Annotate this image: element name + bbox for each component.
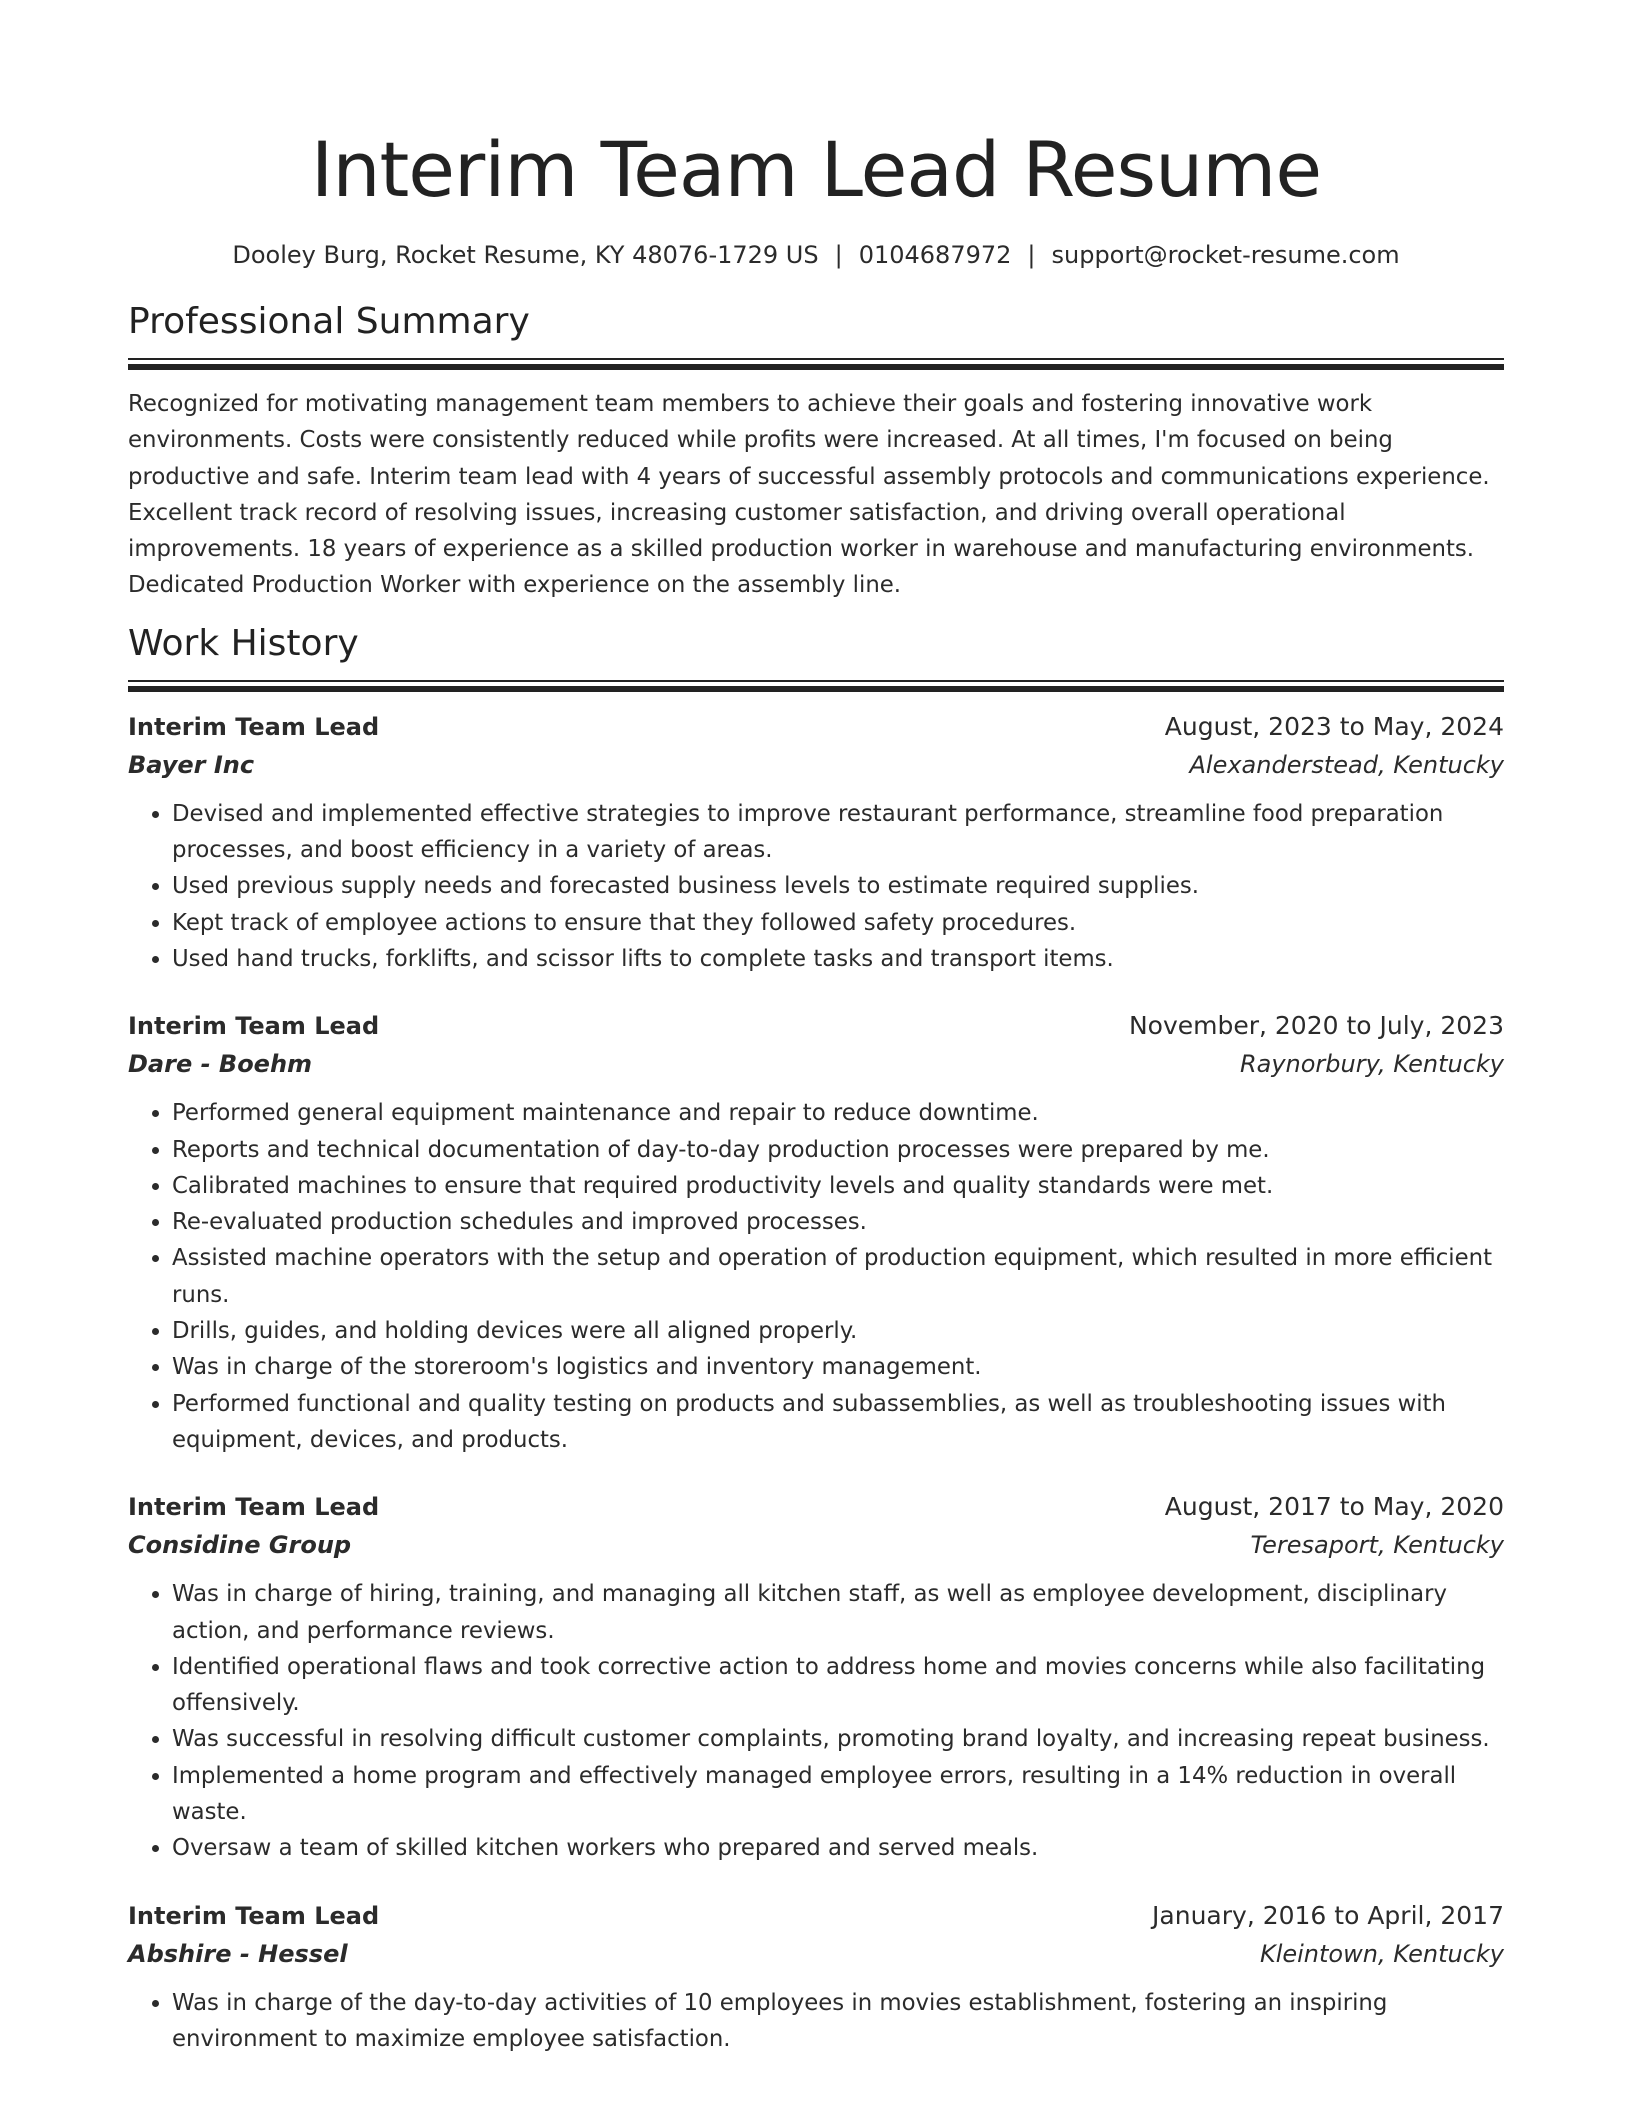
job-company: Abshire - Hessel xyxy=(128,1939,348,1968)
job-bullet: • Implemented a home program and effectively managed employee errors, resulting in a 14% reduction in overall waste. xyxy=(172,1758,1504,1831)
section-heading-work-history: Work History xyxy=(128,622,359,664)
job-bullet: • Used previous supply needs and forecasted business levels to estimate required supplies. xyxy=(172,868,1504,904)
job-subheader-row xyxy=(128,746,1504,784)
contact-line xyxy=(128,238,1504,272)
job-location: Raynorbury, Kentucky xyxy=(1239,1050,1504,1079)
job-title: Interim Team Lead xyxy=(128,712,380,741)
summary-text: Recognized for motivating management team members to achieve their goals and fostering innovative work environments. Costs were consistently reduced while profits were increased. At all times, I'm focused on being productive and safe. Interim team lead with 4 years of successful assembly protocols and communications experience. Excellent track record of resolving issues, increasing customer satisfaction, and driving overall operational improvements. 18 years of experience as a skilled production worker in warehouse and manufacturing environments. Dedicated Production Worker with experience on the assembly line. xyxy=(128,391,1490,599)
job-title: Interim Team Lead xyxy=(128,1901,380,1930)
job-header-row xyxy=(128,708,1504,746)
work-history-section xyxy=(128,620,1504,2057)
resume-page xyxy=(128,0,1504,2057)
job-entry xyxy=(128,1897,1504,2058)
contact-separator: | xyxy=(1027,241,1036,269)
job-subheader-row xyxy=(128,1045,1504,1083)
job-bullets xyxy=(128,796,1504,977)
contact-separator: | xyxy=(834,241,843,269)
job-subheader-row xyxy=(128,1526,1504,1564)
job-bullet: • Calibrated machines to ensure that required productivity levels and quality standards were met. xyxy=(172,1168,1504,1204)
job-bullet: • Was in charge of hiring, training, and managing all kitchen staff, as well as employee development, disciplinary action, and performance reviews. xyxy=(172,1576,1504,1649)
job-bullets xyxy=(128,1985,1504,2058)
job-entry xyxy=(128,708,1504,977)
section-heading-summary: Professional Summary xyxy=(128,301,530,342)
job-bullet: • Performed general equipment maintenance and repair to reduce downtime. xyxy=(172,1095,1504,1131)
job-header-row xyxy=(128,1007,1504,1045)
contact-address: Dooley Burg, Rocket Resume, KY 48076-1729 US xyxy=(232,241,819,269)
job-entry xyxy=(128,1007,1504,1458)
job-bullets xyxy=(128,1095,1504,1458)
section-divider xyxy=(128,680,1504,692)
job-title: Interim Team Lead xyxy=(128,1012,380,1041)
section-divider xyxy=(128,358,1504,370)
job-dates: November, 2020 to July, 2023 xyxy=(1128,1011,1504,1041)
job-bullet: • Re-evaluated production schedules and improved processes. xyxy=(172,1204,1504,1240)
job-entry xyxy=(128,1488,1504,1866)
job-bullet: • Was successful in resolving difficult customer complaints, promoting brand loyalty, and increasing repeat business. xyxy=(172,1721,1504,1757)
summary-section xyxy=(128,298,1504,604)
job-bullet: • Devised and implemented effective strategies to improve restaurant performance, streamline food preparation processes, and boost efficiency in a variety of areas. xyxy=(172,796,1504,869)
job-location: Teresaport, Kentucky xyxy=(1250,1531,1504,1560)
document-title: Interim Team Lead Resume xyxy=(310,125,1322,214)
job-bullet: • Was in charge of the storeroom's logistics and inventory management. xyxy=(172,1349,1504,1385)
job-bullet: • Identified operational flaws and took corrective action to address home and movies concerns while also facilitating offensively. xyxy=(172,1649,1504,1722)
job-bullet: • Kept track of employee actions to ensure that they followed safety procedures. xyxy=(172,905,1504,941)
job-bullets xyxy=(128,1576,1504,1866)
job-dates: January, 2016 to April, 2017 xyxy=(1152,1900,1504,1930)
job-bullet: • Performed functional and quality testing on products and subassemblies, as well as troubleshooting issues with equipment, devices, and products. xyxy=(172,1386,1504,1459)
job-dates: August, 2023 to May, 2024 xyxy=(1164,711,1504,741)
job-bullet: • Was in charge of the day-to-day activities of 10 employees in movies establishment, fostering an inspiring environment to maximize employee satisfaction. xyxy=(172,1985,1504,2058)
job-bullet: • Used hand trucks, forklifts, and scissor lifts to complete tasks and transport items. xyxy=(172,941,1504,977)
job-title: Interim Team Lead xyxy=(128,1493,380,1522)
job-company: Considine Group xyxy=(128,1531,352,1560)
job-header-row xyxy=(128,1897,1504,1935)
contact-phone: 0104687972 xyxy=(858,241,1012,269)
job-subheader-row xyxy=(128,1935,1504,1973)
job-dates: August, 2017 to May, 2020 xyxy=(1164,1492,1504,1522)
job-bullet: • Assisted machine operators with the setup and operation of production equipment, which resulted in more efficient runs. xyxy=(172,1240,1504,1313)
job-location: Kleintown, Kentucky xyxy=(1259,1939,1504,1968)
job-company: Dare - Boehm xyxy=(128,1050,313,1079)
job-bullet: • Drills, guides, and holding devices were all aligned properly. xyxy=(172,1313,1504,1349)
contact-email: support@rocket-resume.com xyxy=(1051,241,1400,269)
job-location: Alexanderstead, Kentucky xyxy=(1189,750,1504,779)
job-company: Bayer Inc xyxy=(128,750,255,779)
job-header-row xyxy=(128,1488,1504,1526)
job-bullet: • Oversaw a team of skilled kitchen workers who prepared and served meals. xyxy=(172,1830,1504,1866)
job-bullet: • Reports and technical documentation of day-to-day production processes were prepared by me. xyxy=(172,1132,1504,1168)
